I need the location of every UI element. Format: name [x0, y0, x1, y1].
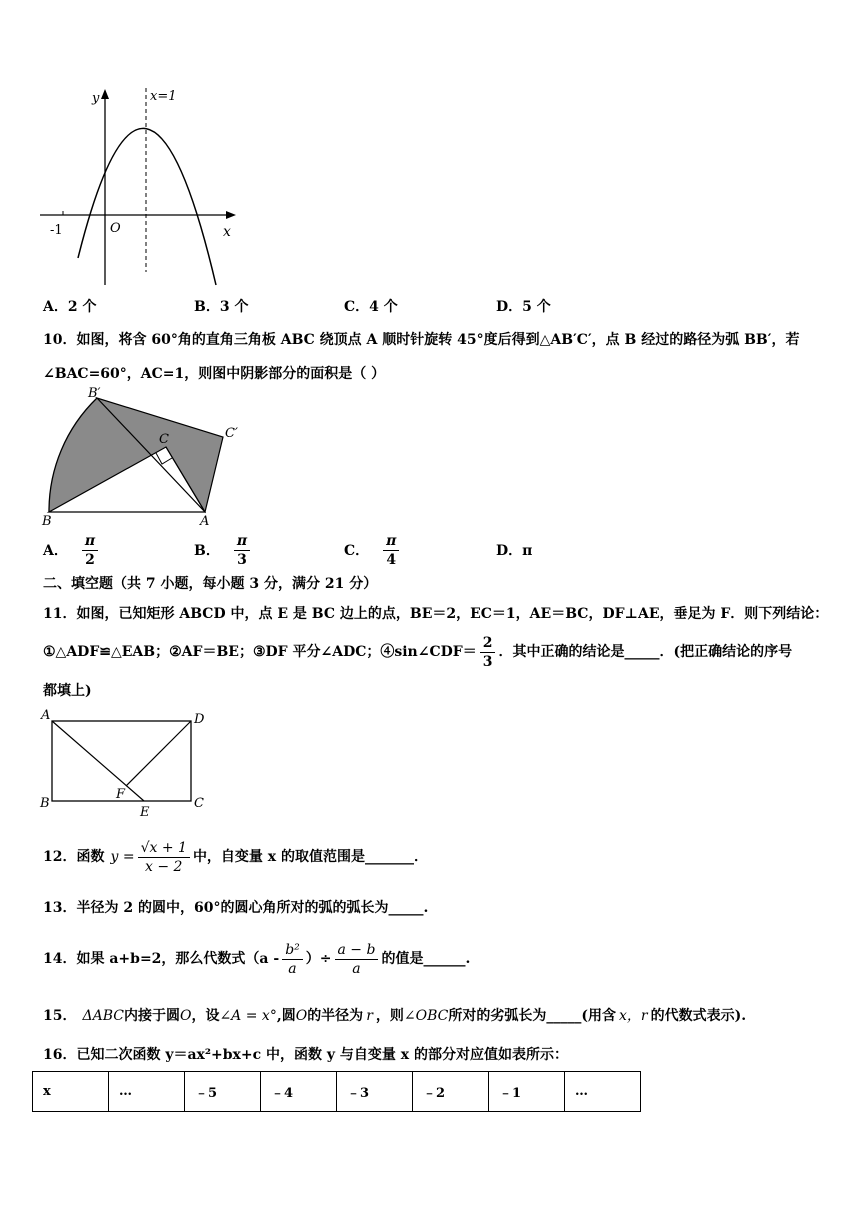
q16-text: 16．已知二次函数 y＝ax²+bx+c 中，函数 y 与自变量 x 的部分对应值如表所示：	[43, 1047, 569, 1063]
q15: 15． ΔABC内接于圆O，设∠A = x°,圆O的半径为 r ，则∠OBC所对的劣弧长为_____(用含 x，r 的代数式表示).	[43, 1008, 747, 1024]
table-cell: ﹣3	[337, 1072, 413, 1112]
q10-option-a: A． $\frac{\pi}{2}$	[43, 530, 101, 570]
q10-option-b: B． $\frac{\pi}{3}$	[194, 530, 253, 570]
table-cell: ﹣5	[185, 1072, 261, 1112]
q11-line1: 11．如图，已知矩形 ABCD 中，点 E 是 BC 边上的点，BE＝2，EC＝1，AE＝BC，DF⊥AE，垂足为 F．则下列结论：	[43, 606, 829, 622]
table-cell: ﹣4	[261, 1072, 337, 1112]
segment-df	[126, 721, 191, 786]
neg-one-label: -1	[50, 223, 63, 238]
q16-value-table	[32, 1071, 641, 1112]
y-label: y	[92, 91, 100, 106]
q10-line1: 10．如图，将含 60°角的直角三角板 ABC 绕顶点 A 顺时针旋转 45°度后得到△AB′C′，点 B 经过的路径为弧 BB′，若	[43, 332, 800, 348]
y-axis-arrow	[101, 89, 109, 99]
parabola-curve	[78, 128, 216, 285]
q11-rectangle-figure	[36, 706, 216, 822]
label-c: C	[194, 796, 204, 811]
x-axis-arrow	[226, 211, 236, 219]
table-cell: ﹣1	[489, 1072, 565, 1112]
q9-parabola-graph	[30, 80, 250, 295]
axis-line-label: x=1	[150, 89, 177, 104]
q9-option-d: D．5 个	[496, 299, 551, 315]
label-c-prime: C′	[225, 426, 238, 441]
label-f: F	[116, 787, 126, 802]
label-b-prime: B′	[88, 386, 101, 401]
label-b: B	[42, 514, 52, 529]
x-label: x	[223, 224, 231, 240]
label-a: A	[200, 514, 210, 529]
q10-line2: ∠BAC=60°，AC=1，则图中阴影部分的面积是（ ）	[43, 366, 386, 382]
q9-option-a: A．2 个	[43, 299, 97, 315]
table-cell: …	[565, 1072, 641, 1112]
label-b: B	[40, 796, 50, 811]
segment-ae	[52, 721, 144, 801]
q10-option-d: D．π	[496, 543, 533, 559]
label-e: E	[140, 805, 150, 820]
q12: 12．函数 y = $\frac{√x + 1}{x - 2}$ 中，自变量 x 的取值范围是_______．	[43, 839, 429, 875]
q14: 14．如果 a+b=2，那么代数式（a - $\frac{\text{b²}}{a}$ ）÷ $\frac{a - b}{a}$ 的值是______.	[43, 941, 471, 977]
origin-label: O	[110, 221, 121, 236]
label-a: A	[41, 708, 51, 723]
table-cell: ﹣2	[413, 1072, 489, 1112]
table-row	[33, 1072, 641, 1112]
label-d: D	[194, 712, 205, 727]
table-cell: x	[33, 1072, 109, 1112]
q9-option-c: C．4 个	[344, 299, 398, 315]
q11-line3: 都填上)	[43, 683, 92, 699]
q11-line2: ①△ADF≌△EAB；②AF＝BE；③DF 平分∠ADC；④sin∠CDF＝ $\frac{2}{3}$ ．其中正确的结论是_____．(把正确结论的序号	[43, 634, 793, 670]
q10-rotation-figure	[38, 385, 248, 530]
q10-option-c: C． $\frac{\pi}{4}$	[344, 530, 402, 570]
q9-option-b: B．3 个	[194, 299, 249, 315]
label-c: C	[159, 432, 169, 447]
q13: 13．半径为 2 的圆中，60°的圆心角所对的弧的弧长为_____.	[43, 900, 429, 916]
section2-title: 二、填空题（共 7 小题，每小题 3 分，满分 21 分）	[43, 576, 378, 592]
table-cell: …	[109, 1072, 185, 1112]
